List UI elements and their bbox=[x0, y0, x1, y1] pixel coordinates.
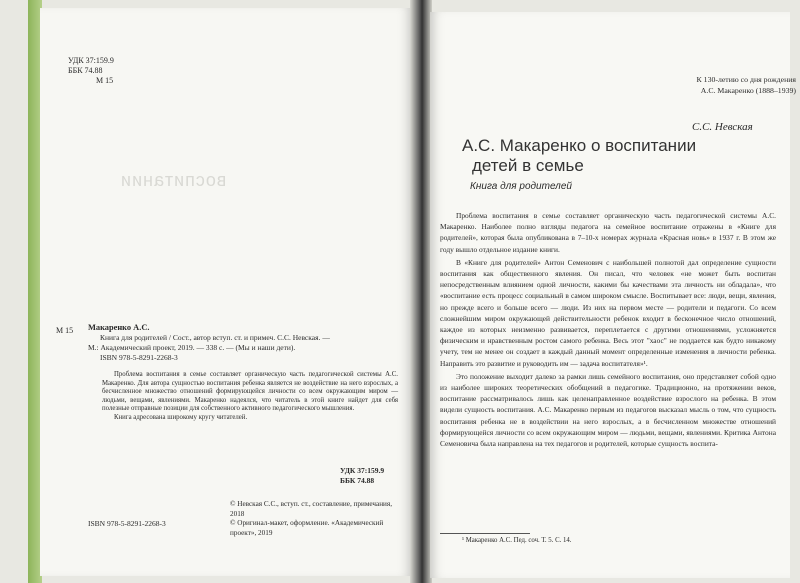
book-gutter bbox=[410, 0, 432, 583]
chapter-subtitle: Книга для родителей bbox=[470, 181, 572, 192]
margin-author-mark: М 15 bbox=[56, 326, 74, 335]
isbn-bottom: ISBN 978-5-8291-2268-3 bbox=[88, 519, 166, 528]
body-paragraph: Это положение выходит далеко за рамки лишь семейного воспитания, оно представляет собой одно из наиболее широких теоретических обобщений в педагогике. Традиционно, на протяжении веков, воспитание рассматривалось лишь как целенаправленное воздействие взрослого на ребенка. В этом видели сущность воспитания. А.С. Макаренко первым из педагогов высказал мысль о том, что сущность воспитания ребенка не в воздействии на него взрослых, а в бесчисленном множестве отношений формирующейся личности со всем окружающим миром — людьми, вещами, явлениями. Критика Антона Семеновича была направлена на тех педагогов и родителей, которые сущность воспита- bbox=[440, 371, 776, 449]
bbk-code: ББК 74.88 bbox=[340, 476, 375, 485]
body-text bbox=[440, 210, 776, 451]
footnote-rule bbox=[440, 533, 530, 534]
card-author: Макаренко А.С. bbox=[88, 323, 150, 332]
udk-code: УДК 37:159.9 bbox=[68, 56, 114, 65]
catalog-codes-top bbox=[68, 56, 114, 86]
footnote: ¹ Макаренко А.С. Пед. соч. Т. 5. С. 14. bbox=[462, 537, 572, 544]
title-line: А.С. Макаренко о воспитании bbox=[462, 136, 697, 155]
copyright-line: © Оригинал-макет, оформление. «Академический проект», 2019 bbox=[230, 519, 384, 537]
bibliographic-card bbox=[88, 323, 388, 363]
left-page bbox=[40, 8, 412, 576]
card-isbn: ISBN 978-5-8291-2268-3 bbox=[100, 353, 178, 362]
bbk-code: ББК 74.88 bbox=[68, 66, 103, 75]
title-line: детей в семье bbox=[472, 156, 584, 175]
card-line: Книга для родителей / Сост., автор вступ. ст. и примеч. С.С. Невская. — bbox=[100, 333, 330, 342]
copyright-line: © Невская С.С., вступ. ст., составление, примечания, 2018 bbox=[230, 500, 393, 518]
annotation-paragraph: Проблема воспитания в семье составляет органическую часть педагогической системы А.С. Макаренко. Для автора сущностью воспитания ребенка является не воздействие на него взрослых, а бесчисленное множество отношений формирующейся личности со всем окружающим миром — людьми, вещами, явлениями. Макаренко надеялся, что читатель в этой книге найдет для себя полезные отправные позиции для собственного активного педагогического мышления. bbox=[102, 371, 398, 413]
annotation-paragraph: Книга адресована широкому кругу читателей. bbox=[114, 413, 248, 421]
body-paragraph: Проблема воспитания в семье составляет органическую часть педагогической системы А.С. Макаренко. Наиболее полно взгляды педагога на семейное воспитание отражены в «Книге для родителей», которая была опубликована в 7–10-х номерах журнала «Красная новь» в 1937 г. В этом же году вышло отдельное издание книги. bbox=[440, 211, 776, 254]
annotation bbox=[102, 371, 398, 423]
chapter-title bbox=[462, 136, 782, 176]
epigraph-line: А.С. Макаренко (1888–1939) bbox=[700, 85, 796, 95]
author-mark: М 15 bbox=[96, 76, 114, 85]
epigraph bbox=[606, 75, 796, 96]
catalog-codes-bottom bbox=[340, 466, 384, 486]
card-line: М.: Академический проект, 2019. — 338 с. — (Мы и наши дети). bbox=[88, 343, 296, 352]
essay-author: С.С. Невская bbox=[692, 121, 753, 133]
bleed-through-text: воспитании bbox=[120, 170, 227, 190]
body-paragraph: В «Книге для родителей» Антон Семенович с наибольшей полнотой дал определение сущности воспитания как общественного явления. Он писал, что человек «не может быть воспитан непосредственным влиянием одной личности, какими бы качествами эта личность ни обладала», что «воспитание есть процесс социальный в самом широком смысле. Воспитывает все: люди, вещи, явления, но прежде всего и больше всего — люди. Из них на первом месте — родители и педагоги. Со всем сложнейшим миром окружающей действительности ребенок входит в бесконечное число отношений, каждое из которых неизменно развивается, переплетается с другими отношениями, усложняется физическим и нравственным ростом самого ребенка. Весь этот "хаос" не поддается как будто никакому учету, тем не менее он создает в каждый данный момент определенные изменения в личности ребенка. Направить это развитие и руководить им — задача воспитателя»¹. bbox=[440, 257, 776, 368]
epigraph-line: К 130-летию со дня рождения bbox=[696, 75, 796, 84]
udk-code: УДК 37:159.9 bbox=[340, 466, 385, 475]
copyright-block bbox=[230, 500, 400, 538]
